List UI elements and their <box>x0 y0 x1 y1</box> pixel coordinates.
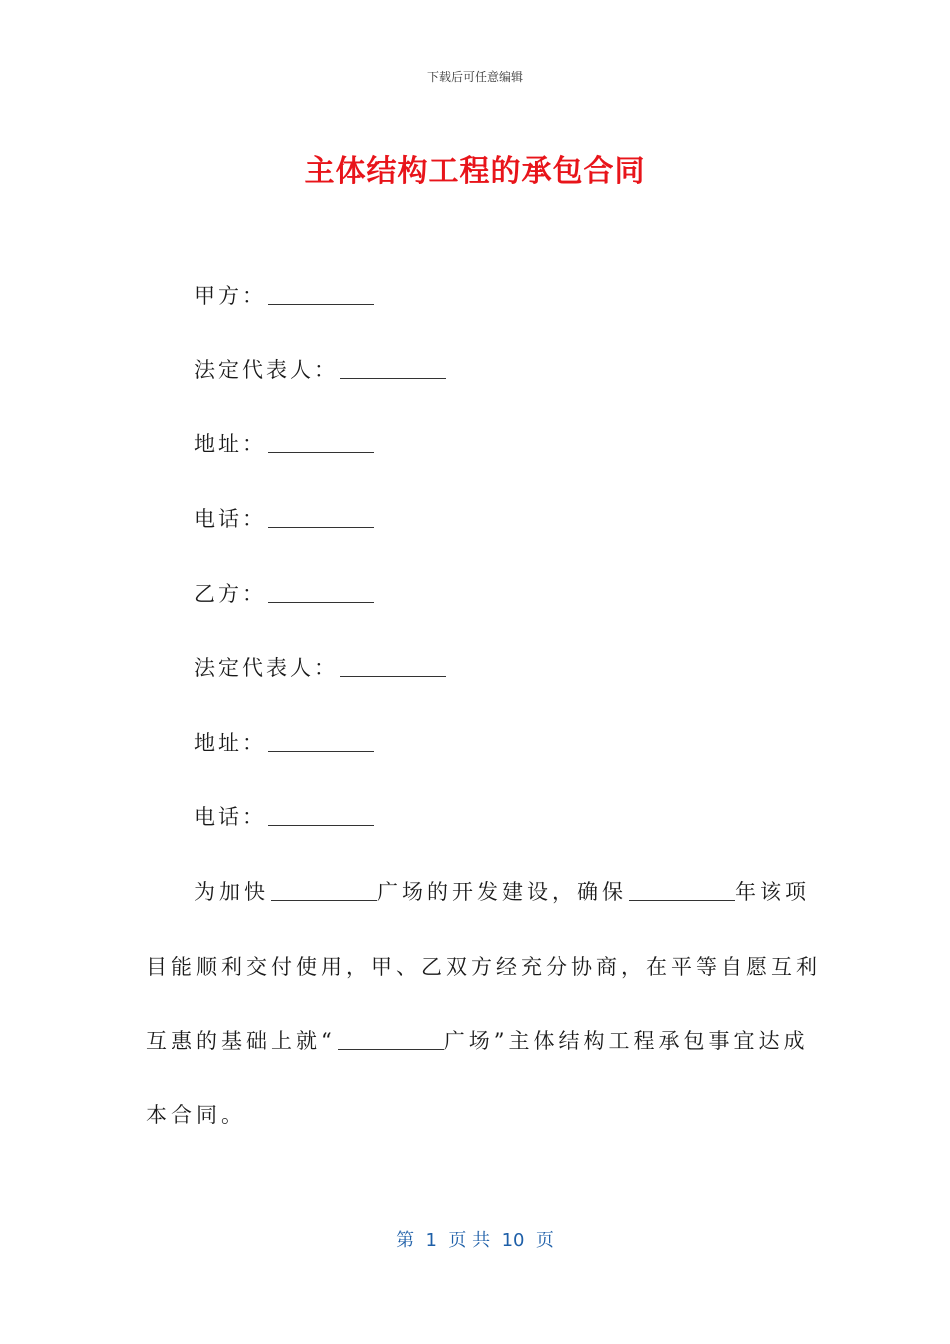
party-b-rep-blank <box>340 656 446 677</box>
party-b-phone-blank <box>268 805 374 826</box>
party-b-rep-field <box>194 654 446 682</box>
preamble-line-3-b: 广场”主体结构工程承包事宜达成 <box>443 1029 809 1053</box>
document-title: 主体结构工程的承包合同 <box>304 154 646 189</box>
party-b-label: 乙方： <box>194 582 266 606</box>
preamble-line-1-a: 为加快 <box>194 880 269 904</box>
party-b-rep-label: 法定代表人： <box>194 656 338 680</box>
party-a-address-label: 地址： <box>194 432 266 456</box>
party-a-phone-label: 电话： <box>194 507 266 531</box>
preamble-line-1-c: 年该项 <box>735 880 810 904</box>
party-a-blank <box>268 284 374 305</box>
party-b-address-field <box>194 729 374 757</box>
party-a-phone-field <box>194 505 374 533</box>
preamble-line-2: 目能顺利交付使用，甲、乙双方经充分协商，在平等自愿互利 <box>146 955 821 979</box>
page-footer: 第 1 页 共 10 页 <box>396 1230 554 1251</box>
party-a-rep-label: 法定代表人： <box>194 358 338 382</box>
party-a-label: 甲方： <box>194 284 266 308</box>
party-a-address-field <box>194 430 374 458</box>
year-blank <box>629 880 735 901</box>
party-b-address-blank <box>268 731 374 752</box>
party-a-address-blank <box>268 432 374 453</box>
preamble-line-3 <box>146 1027 809 1055</box>
preamble-line-1-b: 广场的开发建设，确保 <box>377 880 627 904</box>
party-b-address-label: 地址： <box>194 731 266 755</box>
preamble-line-1 <box>194 878 810 906</box>
party-b-field <box>194 580 374 608</box>
preamble-line-4: 本合同。 <box>146 1103 246 1127</box>
party-a-rep-field <box>194 356 446 384</box>
party-b-phone-label: 电话： <box>194 805 266 829</box>
preamble-line-3-a: 互惠的基础上就“ <box>146 1029 336 1053</box>
party-b-blank <box>268 582 374 603</box>
plaza-name-blank <box>338 1029 444 1050</box>
party-b-phone-field <box>194 803 374 831</box>
project-name-blank <box>271 880 377 901</box>
header-note: 下载后可任意编辑 <box>426 70 523 84</box>
party-a-phone-blank <box>268 507 374 528</box>
party-a-rep-blank <box>340 358 446 379</box>
party-a-field <box>194 282 374 310</box>
